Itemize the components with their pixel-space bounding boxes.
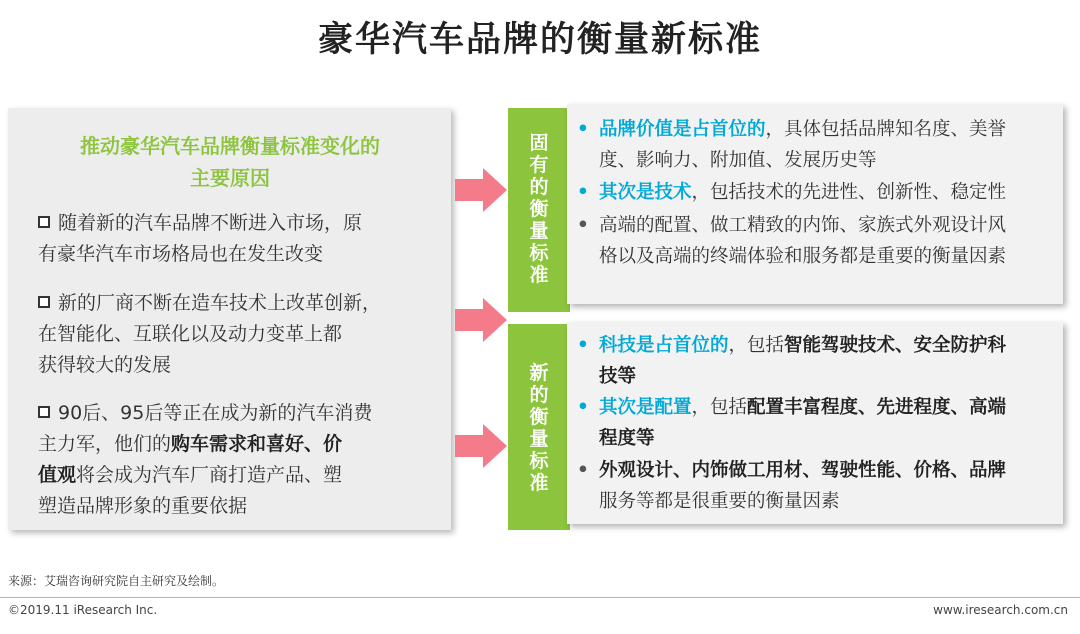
reason-1-line1: 随着新的汽车品牌不断进入市场，原 [58, 212, 363, 234]
reason-1-line2: 有豪华汽车市场格局也在发生改变 [38, 243, 324, 265]
reasons-panel [8, 108, 451, 530]
copyright: ©2019.11 iResearch Inc. [8, 603, 158, 617]
new-standard-label: 新 的 衡 量 标 准 [529, 362, 549, 494]
reason-2-line1: 新的厂商不断在造车技术上改革创新， [58, 292, 382, 314]
square-bullet-icon [38, 216, 50, 228]
reason-3-line1: 90后、95后等正在成为新的汽车消费 [58, 402, 373, 424]
reason-3-line2a: 主力军，他们的 [38, 433, 172, 455]
fixed-item-3: • 高端的配置、做工精致的内饰、家族式外观设计风 格以及高端的终端体验和服务都是重要的衡量因素 [577, 210, 1057, 272]
square-bullet-icon [38, 296, 50, 308]
right-arrow-icon [455, 424, 507, 468]
fixed-item-1: • 品牌价值是占首位的，具体包括品牌知名度、美誉 度、影响力、附加值、发展历史等 [577, 114, 1057, 176]
square-bullet-icon [38, 406, 50, 418]
dot-bullet-icon: • [577, 335, 589, 356]
reason-3-line2b: 购车需求和喜好、价 [171, 433, 343, 455]
dot-bullet-icon: • [577, 182, 589, 203]
new-standard-content [567, 322, 1063, 524]
footer-divider [0, 597, 1080, 598]
reasons-heading-line1: 推动豪华汽车品牌衡量标准变化的 [80, 134, 380, 158]
reason-item-3 [38, 398, 418, 522]
reason-2-line2: 在智能化、互联化以及动力变革上都 [38, 323, 343, 345]
new-item-3: • 外观设计、内饰做工用材、驾驶性能、价格、品牌 服务等都是很重要的衡量因素 [577, 455, 1057, 517]
source-note: 来源：艾瑞咨询研究院自主研究及绘制。 [8, 574, 225, 588]
reason-item-1 [38, 208, 418, 270]
reason-2-line3: 获得较大的发展 [38, 354, 172, 376]
dot-bullet-icon: • [577, 215, 589, 236]
reason-3-line4: 塑造品牌形象的重要依据 [38, 495, 248, 517]
reasons-heading [30, 130, 430, 194]
new-item-2: • 其次是配置，包括配置丰富程度、先进程度、高端 程度等 [577, 392, 1057, 454]
reason-3-line3a: 值观 [38, 464, 77, 486]
dot-bullet-icon: • [577, 397, 589, 418]
reasons-heading-line2: 主要原因 [190, 166, 270, 190]
new-item-1: • 科技是占首位的，包括智能驾驶技术、安全防护科 技等 [577, 330, 1057, 392]
new-standard-label-box [508, 324, 570, 530]
reason-item-2 [38, 288, 418, 381]
page-title: 豪华汽车品牌的衡量新标准 [317, 20, 762, 60]
fixed-item-2: • 其次是技术，包括技术的先进性、创新性、稳定性 [577, 177, 1057, 208]
website-link[interactable]: www.iresearch.com.cn [933, 603, 1068, 617]
right-arrow-icon [455, 168, 507, 212]
dot-bullet-icon: • [577, 460, 589, 481]
fixed-standard-label: 固 有 的 衡 量 标 准 [529, 132, 549, 286]
fixed-standard-label-box [508, 108, 570, 312]
reason-3-line3b: 将会成为汽车厂商打造产品、塑 [76, 464, 343, 486]
dot-bullet-icon: • [577, 119, 589, 140]
fixed-standard-content [567, 104, 1063, 304]
right-arrow-icon [455, 298, 507, 342]
